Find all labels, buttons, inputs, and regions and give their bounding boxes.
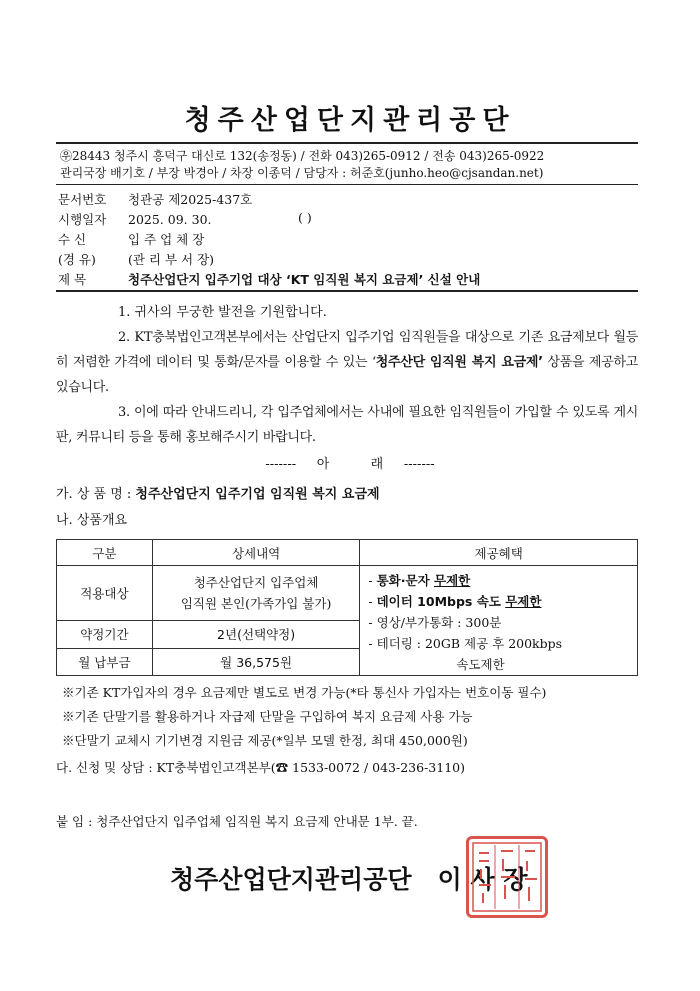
doc-number-value: 청관공 제2025-437호 (128, 192, 253, 207)
recipient-label: 수 신 (58, 232, 87, 247)
table-header-benefit: 제공혜택 (360, 540, 638, 566)
row-label-contract: 약정기간 (57, 621, 153, 649)
benefit-call-text: - 통화·문자 무제한 (368, 573, 471, 588)
product-table (56, 539, 638, 676)
paragraph-2-product-name: 청주산단 임직원 복지 요금제’ (375, 355, 543, 370)
row-label-monthly: 월 납부금 (57, 648, 153, 676)
benefits-cell (360, 566, 638, 676)
issue-date (58, 210, 212, 228)
row-detail-contract: 2년(선택약정) (152, 621, 360, 649)
paragraph-2-text-a: 2. KT충북법인고객본부에서는 산업단지 입주기업 임직원들을 대상으로 기존 요금제보다 월등히 저렴한 가격에 데이터 및 통화/문자를 이용할 수 있는 ‘ (56, 330, 638, 370)
paragraph-3: 3. 이에 따라 안내드리니, 각 입주업체에서는 사내에 필요한 임직원들이 가입할 수 있도록 게시판, 커뮤니티 등을 통해 홍보해주시기 바랍니다. (56, 405, 638, 445)
address-line: ㉾28443 청주시 흥덕구 대신로 132(송정동) / 전화 043)265-0912 / 전송 043)265-0922 (60, 149, 545, 163)
recipient-value: 입 주 업 체 장 (128, 232, 205, 247)
below-heading: ------- 아 래 ------- (265, 457, 435, 472)
item-product-name (56, 482, 380, 507)
subject-value: 청주산업단지 입주기업 대상 ‘KT 임직원 복지 요금제’ 신설 안내 (128, 272, 481, 287)
table-header-detail: 상세내역 (152, 540, 360, 566)
via-value: (관 리 부 서 장) (128, 252, 215, 267)
attachment-line: 붙 임 : 청주산업단지 입주업체 임직원 복지 요금제 안내문 1부. 끝. (56, 814, 418, 829)
table-row (57, 566, 638, 621)
paragraph-2 (56, 325, 638, 400)
item-overview: 나. 상품개요 (56, 513, 128, 528)
org-title: 청주산업단지관리공단 (184, 105, 516, 136)
note-2: ※기존 단말기를 활용하거나 자급제 단말을 구입하여 복지 요금제 사용 가능 (62, 709, 473, 724)
subject (58, 270, 480, 288)
table-header-category: 구분 (57, 540, 153, 566)
issue-date-label: 시행일자 (58, 212, 107, 227)
subject-label: 제 목 (58, 272, 87, 287)
header-rule-top (56, 142, 638, 144)
staff-line: 관리국장 배기호 / 부장 박경아 / 차장 이종덕 / 담당자 : 허준호(junho.heo@cjsandan.net) (60, 166, 544, 180)
doc-number (58, 190, 252, 208)
row-detail-target-line2: 임직원 본인(가족가입 불가) (180, 596, 332, 611)
table-header-row (57, 540, 638, 566)
benefit-data: - 데이터 10Mbps 속도 무제한 (368, 594, 542, 609)
doc-number-label: 문서번호 (58, 192, 107, 207)
issue-date-paren: ( ) (298, 210, 312, 225)
via (58, 250, 214, 268)
header-rule-bottom (56, 184, 638, 185)
contact-line: 다. 신청 및 상담 : KT충북법인고객본부(☎ 1533-0072 / 043-236-3110) (56, 760, 465, 775)
seal-icon (469, 839, 545, 915)
signature: 청주산업단지관리공단 이 사 장 (170, 865, 528, 894)
benefit-video-call: - 영상/부가통화 : 300분 (368, 615, 502, 630)
official-seal (466, 836, 548, 918)
benefit-tethering: - 테더링 : 20GB 제공 후 200kbps (368, 636, 563, 651)
row-detail-monthly: 월 36,575원 (152, 648, 360, 676)
row-detail-target-line1: 청주산업단지 입주업체 (193, 575, 319, 590)
meta-rule (56, 290, 638, 292)
via-label: (경 유) (58, 252, 96, 267)
issue-date-value: 2025. 09. 30. (128, 212, 212, 227)
benefit-tethering-cont: 속도제한 (456, 657, 505, 672)
paragraph-1: 1. 귀사의 무궁한 발전을 기원합니다. (118, 305, 327, 320)
note-1: ※기존 KT가입자의 경우 요금제만 별도로 변경 가능(*타 통신사 가입자는 번호이동 필수) (62, 685, 547, 700)
recipient (58, 230, 204, 248)
row-label-target: 적용대상 (57, 566, 153, 621)
note-3: ※단말기 교체시 기기변경 지원금 제공(*일부 모델 한정, 최대 450,000원) (62, 733, 468, 748)
item-product-label: 가. 상 품 명 : (56, 487, 136, 502)
item-product-value: 청주산업단지 입주기업 임직원 복지 요금제 (135, 487, 380, 502)
paragraph-2-text-b: 상품을 제공하고 있습니다. (56, 355, 638, 395)
row-detail-target (152, 566, 360, 621)
